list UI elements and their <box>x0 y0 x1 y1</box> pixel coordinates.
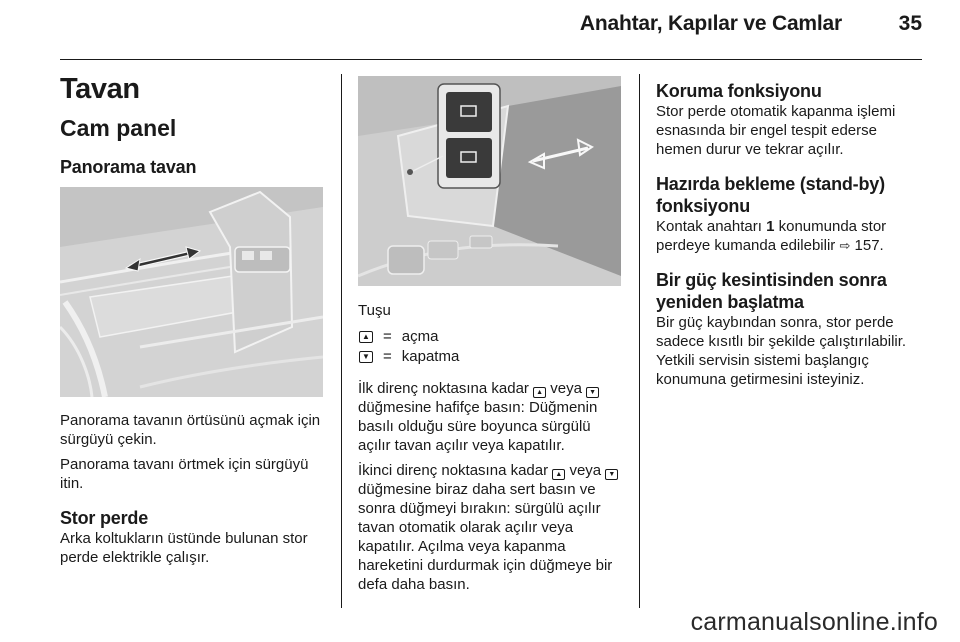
panorama-roof-illustration <box>60 187 323 397</box>
power-failure-heading: Bir güç kesintisinden sonra yeniden başlatma <box>656 270 887 312</box>
standby-function-text: Kontak anahtarı 1 konumunda stor perdeye kumanda edilebilir ⇨ 157. <box>656 218 887 254</box>
subsection-title: Panorama tavan <box>60 157 197 177</box>
sunblind-switch-figure <box>358 76 621 286</box>
section-title: Cam panel <box>60 115 177 141</box>
paragraph-first-detent: İlk direnç noktasına kadar ▲ veya ▼ düğmesine hafifçe basın: Düğmenin basılı olduğu süre boyunca sürgülü açılır tavan açılır veya kapatılır. <box>358 380 598 454</box>
button-legend <box>358 327 626 367</box>
open-button-icon: ▲ <box>552 469 565 480</box>
paragraph-open-cover: Panorama tavanın örtüsünü açmak için sürgüyü çekin. <box>60 412 321 448</box>
page-reference-arrow-icon: ⇨ <box>839 238 851 253</box>
watermark: carmanualsonline.info <box>690 608 938 636</box>
close-button-icon: ▼ <box>605 469 618 480</box>
column-3 <box>656 72 926 389</box>
open-button-icon: ▲ <box>359 331 373 343</box>
running-header-title: Anahtar, Kapılar ve Camlar <box>579 12 842 35</box>
legend-label-close: kapatma <box>401 348 460 365</box>
panorama-roof-figure <box>60 187 323 397</box>
legend-label-open: açma <box>401 328 439 345</box>
column-divider-right <box>639 74 640 608</box>
header-rule <box>60 59 922 60</box>
open-button-icon: ▲ <box>533 387 546 398</box>
sunblind-switch-illustration <box>358 76 621 286</box>
chapter-title: Tavan <box>60 73 140 105</box>
legend-row-close: ▼ = kapatma <box>358 347 626 367</box>
standby-function-heading: Hazırda bekleme (stand-by) fonksiyonu <box>656 174 885 216</box>
column-2 <box>358 72 626 594</box>
protection-function-heading: Koruma fonksiyonu <box>656 81 822 101</box>
close-button-icon: ▼ <box>359 351 373 363</box>
legend-row-open: ▲ = açma <box>358 327 626 347</box>
page-number: 35 <box>898 12 922 35</box>
column-1 <box>60 72 328 567</box>
sunblind-heading: Stor perde <box>60 508 149 528</box>
column-divider-left <box>341 74 342 608</box>
power-failure-text: Bir güç kaybından sonra, stor perde sadece kısıtlı bir şekilde çalıştırılabilir. Yetkili servisin sistemi başlangıç konumuna getirmesini isteyiniz. <box>656 314 907 388</box>
paragraph-close-cover: Panorama tavanı örtmek için sürgüyü itin. <box>60 456 309 492</box>
protection-function-text: Stor perde otomatik kapanma işlemi esnasında bir engel tespit ederse hemen durur ve tekrar açılır. <box>656 103 896 158</box>
page-reference-link[interactable]: 157. <box>854 237 884 254</box>
close-button-icon: ▼ <box>586 387 599 398</box>
sunblind-description: Arka koltukların üstünde bulunan stor perde elektrikle çalışır. <box>60 530 308 566</box>
figure-caption: Tuşu <box>358 302 391 319</box>
paragraph-second-detent: İkinci direnç noktasına kadar ▲ veya ▼ düğmesine biraz daha sert basın ve sonra düğmeyi bırakın: sürgülü açılır tavan otomatik olarak açılır veya kapatılır. Açılma veya kapanma hareketini durdurmak için düğmeye bir defa daha basın. <box>358 461 626 594</box>
